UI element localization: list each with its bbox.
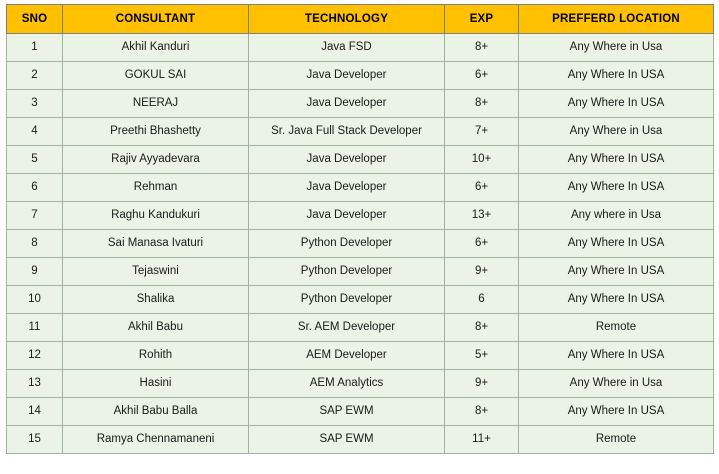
table-row (7, 34, 714, 62)
cell-technology[interactable]: Python Developer (249, 286, 445, 314)
cell-location[interactable]: Any Where In USA (519, 258, 714, 286)
consultant-table (6, 4, 714, 454)
cell-consultant[interactable]: Preethi Bhashetty (63, 118, 249, 146)
cell-sno[interactable]: 1 (7, 34, 63, 62)
cell-technology[interactable]: AEM Analytics (249, 370, 445, 398)
column-header-technology[interactable]: TECHNOLOGY (249, 5, 445, 34)
cell-consultant[interactable]: Rajiv Ayyadevara (63, 146, 249, 174)
cell-technology[interactable]: SAP EWM (249, 426, 445, 454)
column-header-sno[interactable]: SNO (7, 5, 63, 34)
cell-technology[interactable]: SAP EWM (249, 398, 445, 426)
cell-exp[interactable]: 10+ (445, 146, 519, 174)
cell-sno[interactable]: 5 (7, 146, 63, 174)
cell-exp[interactable]: 9+ (445, 258, 519, 286)
cell-exp[interactable]: 8+ (445, 34, 519, 62)
table-row (7, 258, 714, 286)
cell-exp[interactable]: 5+ (445, 342, 519, 370)
table-header (7, 5, 714, 34)
table-row (7, 62, 714, 90)
cell-exp[interactable]: 8+ (445, 398, 519, 426)
cell-location[interactable]: Remote (519, 426, 714, 454)
cell-technology[interactable]: AEM Developer (249, 342, 445, 370)
table-row (7, 230, 714, 258)
cell-consultant[interactable]: Sai Manasa Ivaturi (63, 230, 249, 258)
cell-technology[interactable]: Java Developer (249, 90, 445, 118)
cell-exp[interactable]: 6+ (445, 174, 519, 202)
cell-sno[interactable]: 9 (7, 258, 63, 286)
cell-consultant[interactable]: Rohith (63, 342, 249, 370)
cell-exp[interactable]: 6 (445, 286, 519, 314)
cell-consultant[interactable]: NEERAJ (63, 90, 249, 118)
cell-technology[interactable]: Sr. AEM Developer (249, 314, 445, 342)
table-row (7, 118, 714, 146)
cell-technology[interactable]: Python Developer (249, 258, 445, 286)
cell-location[interactable]: Any Where In USA (519, 230, 714, 258)
cell-sno[interactable]: 3 (7, 90, 63, 118)
column-header-exp[interactable]: EXP (445, 5, 519, 34)
cell-sno[interactable]: 10 (7, 286, 63, 314)
cell-consultant[interactable]: Akhil Babu (63, 314, 249, 342)
table-row (7, 174, 714, 202)
cell-location[interactable]: Any Where In USA (519, 398, 714, 426)
cell-location[interactable]: Any Where In USA (519, 90, 714, 118)
cell-location[interactable]: Any where in Usa (519, 202, 714, 230)
table-row (7, 146, 714, 174)
cell-sno[interactable]: 8 (7, 230, 63, 258)
cell-location[interactable]: Remote (519, 314, 714, 342)
cell-consultant[interactable]: Rehman (63, 174, 249, 202)
cell-exp[interactable]: 13+ (445, 202, 519, 230)
cell-location[interactable]: Any Where in Usa (519, 34, 714, 62)
cell-location[interactable]: Any Where in Usa (519, 370, 714, 398)
table-row (7, 342, 714, 370)
table-row (7, 202, 714, 230)
cell-consultant[interactable]: Tejaswini (63, 258, 249, 286)
cell-technology[interactable]: Sr. Java Full Stack Developer (249, 118, 445, 146)
cell-consultant[interactable]: Raghu Kandukuri (63, 202, 249, 230)
cell-sno[interactable]: 12 (7, 342, 63, 370)
cell-sno[interactable]: 7 (7, 202, 63, 230)
cell-consultant[interactable]: Shalika (63, 286, 249, 314)
cell-location[interactable]: Any Where In USA (519, 286, 714, 314)
cell-technology[interactable]: Python Developer (249, 230, 445, 258)
table-row (7, 90, 714, 118)
table-row (7, 398, 714, 426)
cell-technology[interactable]: Java Developer (249, 174, 445, 202)
cell-consultant[interactable]: Akhil Babu Balla (63, 398, 249, 426)
cell-consultant[interactable]: Ramya Chennamaneni (63, 426, 249, 454)
cell-location[interactable]: Any Where In USA (519, 146, 714, 174)
table-row (7, 426, 714, 454)
cell-location[interactable]: Any Where in Usa (519, 118, 714, 146)
cell-sno[interactable]: 11 (7, 314, 63, 342)
table-row (7, 314, 714, 342)
cell-exp[interactable]: 8+ (445, 90, 519, 118)
cell-location[interactable]: Any Where In USA (519, 174, 714, 202)
cell-technology[interactable]: Java Developer (249, 202, 445, 230)
cell-consultant[interactable]: GOKUL SAI (63, 62, 249, 90)
cell-sno[interactable]: 4 (7, 118, 63, 146)
column-header-preferred-location[interactable]: PREFFERD LOCATION (519, 5, 714, 34)
cell-exp[interactable]: 6+ (445, 62, 519, 90)
cell-consultant[interactable]: Akhil Kanduri (63, 34, 249, 62)
cell-exp[interactable]: 9+ (445, 370, 519, 398)
cell-technology[interactable]: Java Developer (249, 62, 445, 90)
cell-location[interactable]: Any Where In USA (519, 342, 714, 370)
cell-location[interactable]: Any Where In USA (519, 62, 714, 90)
cell-sno[interactable]: 2 (7, 62, 63, 90)
cell-sno[interactable]: 14 (7, 398, 63, 426)
cell-sno[interactable]: 13 (7, 370, 63, 398)
cell-sno[interactable]: 15 (7, 426, 63, 454)
table-row (7, 370, 714, 398)
column-header-consultant[interactable]: CONSULTANT (63, 5, 249, 34)
cell-exp[interactable]: 8+ (445, 314, 519, 342)
cell-exp[interactable]: 11+ (445, 426, 519, 454)
table-body (7, 34, 714, 454)
cell-consultant[interactable]: Hasini (63, 370, 249, 398)
table-header-row (7, 5, 714, 34)
cell-technology[interactable]: Java FSD (249, 34, 445, 62)
table-row (7, 286, 714, 314)
cell-exp[interactable]: 7+ (445, 118, 519, 146)
cell-exp[interactable]: 6+ (445, 230, 519, 258)
cell-technology[interactable]: Java Developer (249, 146, 445, 174)
cell-sno[interactable]: 6 (7, 174, 63, 202)
